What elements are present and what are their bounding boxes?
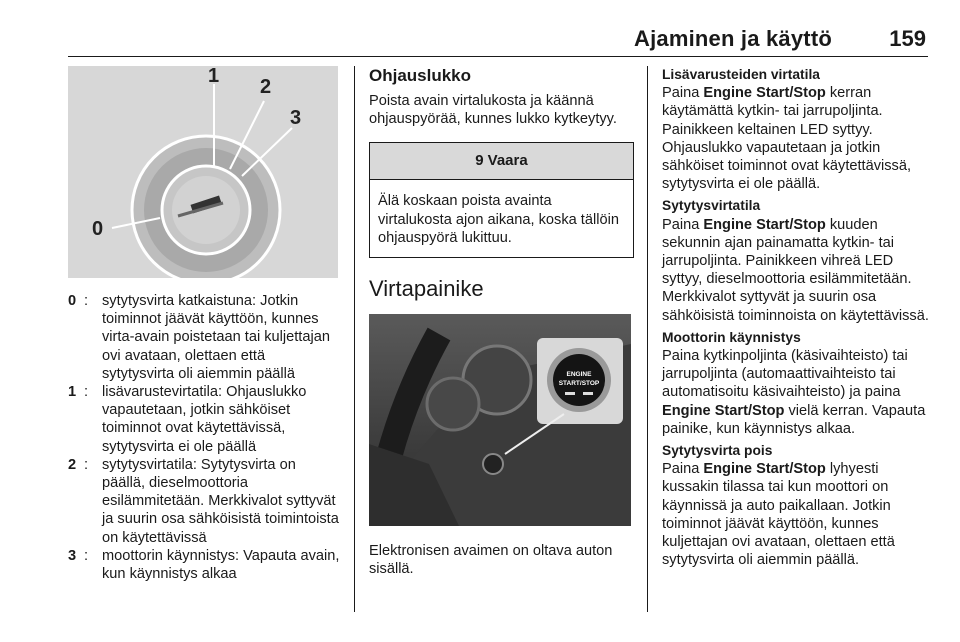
column-divider-left — [354, 66, 355, 612]
steering-lock-heading: Ohjauslukko — [369, 66, 472, 85]
warning-header — [370, 143, 633, 180]
list-item: 1 : lisävarustevirtatila: Ohjauslukko vapautetaan, jotkin sähköiset toiminnot ovat käytettävissä, sytytysvirta ei ole päällä — [68, 384, 307, 455]
key-label-1: 1 — [208, 66, 220, 87]
list-item: 3 : moottorin käynnistys: Vapauta avain, kun käynnistys alkaa — [68, 547, 340, 583]
photo-button-line1: ENGINE — [566, 371, 592, 379]
photo-button-line2: START/STOP — [558, 380, 600, 388]
column-steering-lock — [369, 66, 634, 578]
ignition-position-list — [68, 292, 340, 583]
warning-text: Älä koskaan poista avainta virtalukosta ajon aikana, koska tällöin ohjauspyörä lukittuu. — [378, 193, 619, 246]
warning-icon: 9 — [475, 152, 484, 170]
ignition-key-illustration — [68, 66, 338, 278]
list-item: 0 : sytytysvirta katkaistuna: Jotkin toiminnot jäävät käyttöön, kunnes virta-avain poistetaan tai kuljettajan ovi avataan, olettaen että sytytysvirta oli aiemmin päällä — [68, 293, 330, 382]
steering-lock-text: Poista avain virtalukosta ja käännä ohjauspyörää, kunnes lukko kytkeytyy. — [369, 93, 617, 128]
key-label-3: 3 — [290, 107, 302, 129]
key-label-0: 0 — [92, 218, 104, 240]
photo-caption: Elektronisen avaimen on oltava auton sisällä. — [369, 543, 613, 578]
section-title: Sytytysvirtatila — [662, 198, 761, 214]
section-title: Moottorin käynnistys — [662, 329, 801, 345]
section-title: Sytytysvirta pois — [662, 443, 773, 459]
column-power-modes — [662, 66, 930, 573]
section-accessory-mode — [662, 66, 930, 193]
warning-box — [369, 142, 634, 258]
warning-title: Vaara — [487, 152, 528, 170]
section-text: Paina Engine Start/Stop kerran käytämättä kytkin- tai jarrupoljinta. Painikkeen keltainen LED syttyy. Ohjauslukko vapautetaan ja jotkin sähköiset toiminnot ovat käytettävissä, sytytysvirta ei ole päällä. — [662, 85, 912, 193]
section-title: Lisävarusteiden virtatila — [662, 67, 820, 82]
key-label-2: 2 — [260, 76, 272, 98]
list-item: 2 : sytytysvirtatila: Sytytysvirta on päällä, dieselmoottoria esilämmitetään. Merkkivalot syttyvät ja suurin osa sähköisistä toimintoista on käytettävissä — [68, 456, 339, 546]
power-button-heading: Virtapainike — [369, 276, 484, 302]
section-text: Paina kytkinpoljinta (käsivaihteisto) tai jarrupoljinta (automaattivaihteisto tai automatisoitu käsivaihteisto) ja paina Engine Start/Stop vielä kerran. Vapauta painike, kun käynnistys alkaa. — [662, 348, 926, 437]
section-text: Paina Engine Start/Stop kuuden sekunnin ajan painamatta kytkin- tai jarrupoljinta. Painikkeen vihreä LED syttyy, dieselmoottoria esilämmitetään. Merkkivalot syttyvät ja suurin osa sähköisistä toiminnoista on käytettävissä. — [662, 216, 929, 324]
section-ignition-mode — [662, 197, 930, 324]
section-text: Paina Engine Start/Stop lyhyesti kussakin tilassa tai kun moottori on käynnissä ja auto paikallaan. Jotkin toiminnot jäävät käyttöön, kunnes kuljettajan ovi avataan, olettaen että sytytysvirta oli aiemmin päällä. — [662, 461, 895, 569]
page-number: 159 — [889, 26, 926, 51]
page-title: Ajaminen ja käyttö — [634, 26, 832, 51]
section-engine-start — [662, 329, 930, 438]
column-divider-right — [647, 66, 648, 612]
page-header — [0, 0, 960, 56]
header-rule — [68, 56, 928, 57]
engine-start-stop-photo — [369, 314, 631, 526]
column-ignition-positions — [68, 66, 340, 583]
section-ignition-off — [662, 442, 930, 569]
